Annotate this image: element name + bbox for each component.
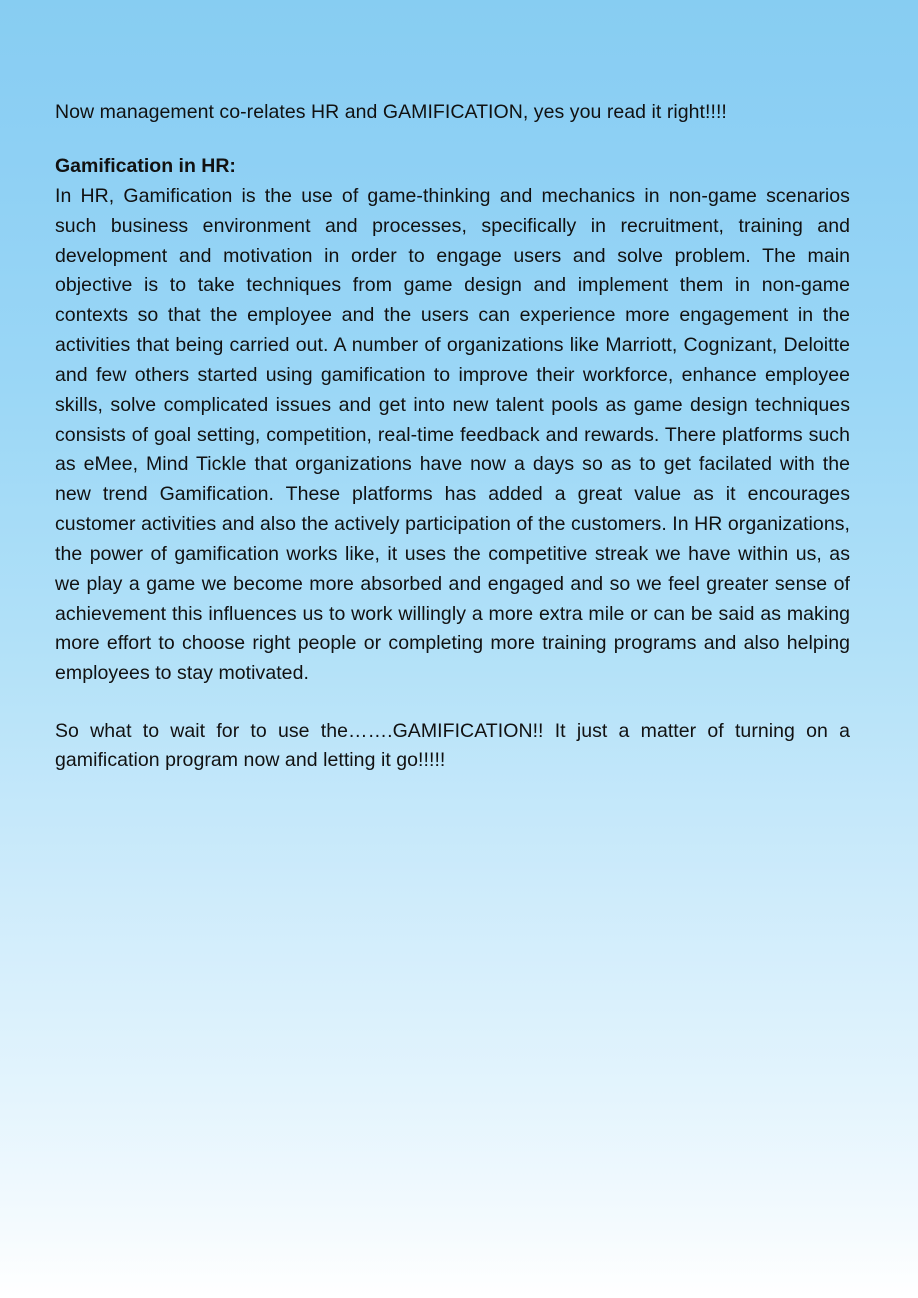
section-heading: Gamification in HR: xyxy=(55,154,236,177)
intro-line: Now management co-relates HR and GAMIFICATION, yes you read it right!!!! xyxy=(55,101,727,123)
closing-paragraph: So what to wait for to use the…….GAMIFICATION!! It just a matter of turning on a gamification program now and letting it go!!!!! xyxy=(55,720,850,772)
body-paragraph: In HR, Gamification is the use of game-thinking and mechanics in non-game scenarios such business environment and processes, specifically in recruitment, training and development and motivation in order to engage users and solve problem. The main objective is to take techniques from game design and implement them in non-game contexts so that the employee and the users can experience more engagement in the activities that being carried out. A number of organizations like Marriott, Cognizant, Deloitte and few others started using gamification to improve their workforce, enhance employee skills, solve complicated issues and get into new talent pools as game design techniques consists of goal setting, competition, real-time feedback and rewards. There platforms such as eMee, Mind Tickle that organizations have now a days so as to get facilated with the new trend Gamification. These platforms has added a great value as it encourages customer activities and also the actively participation of the customers. In HR organizations, the power of gamification works like, it uses the competitive streak we have within us, as we play a game we become more absorbed and engaged and so we feel greater sense of achievement this influences us to work willingly a more extra mile or can be said as making more effort to choose right people or completing more training programs and also helping employees to stay motivated. xyxy=(55,184,850,685)
